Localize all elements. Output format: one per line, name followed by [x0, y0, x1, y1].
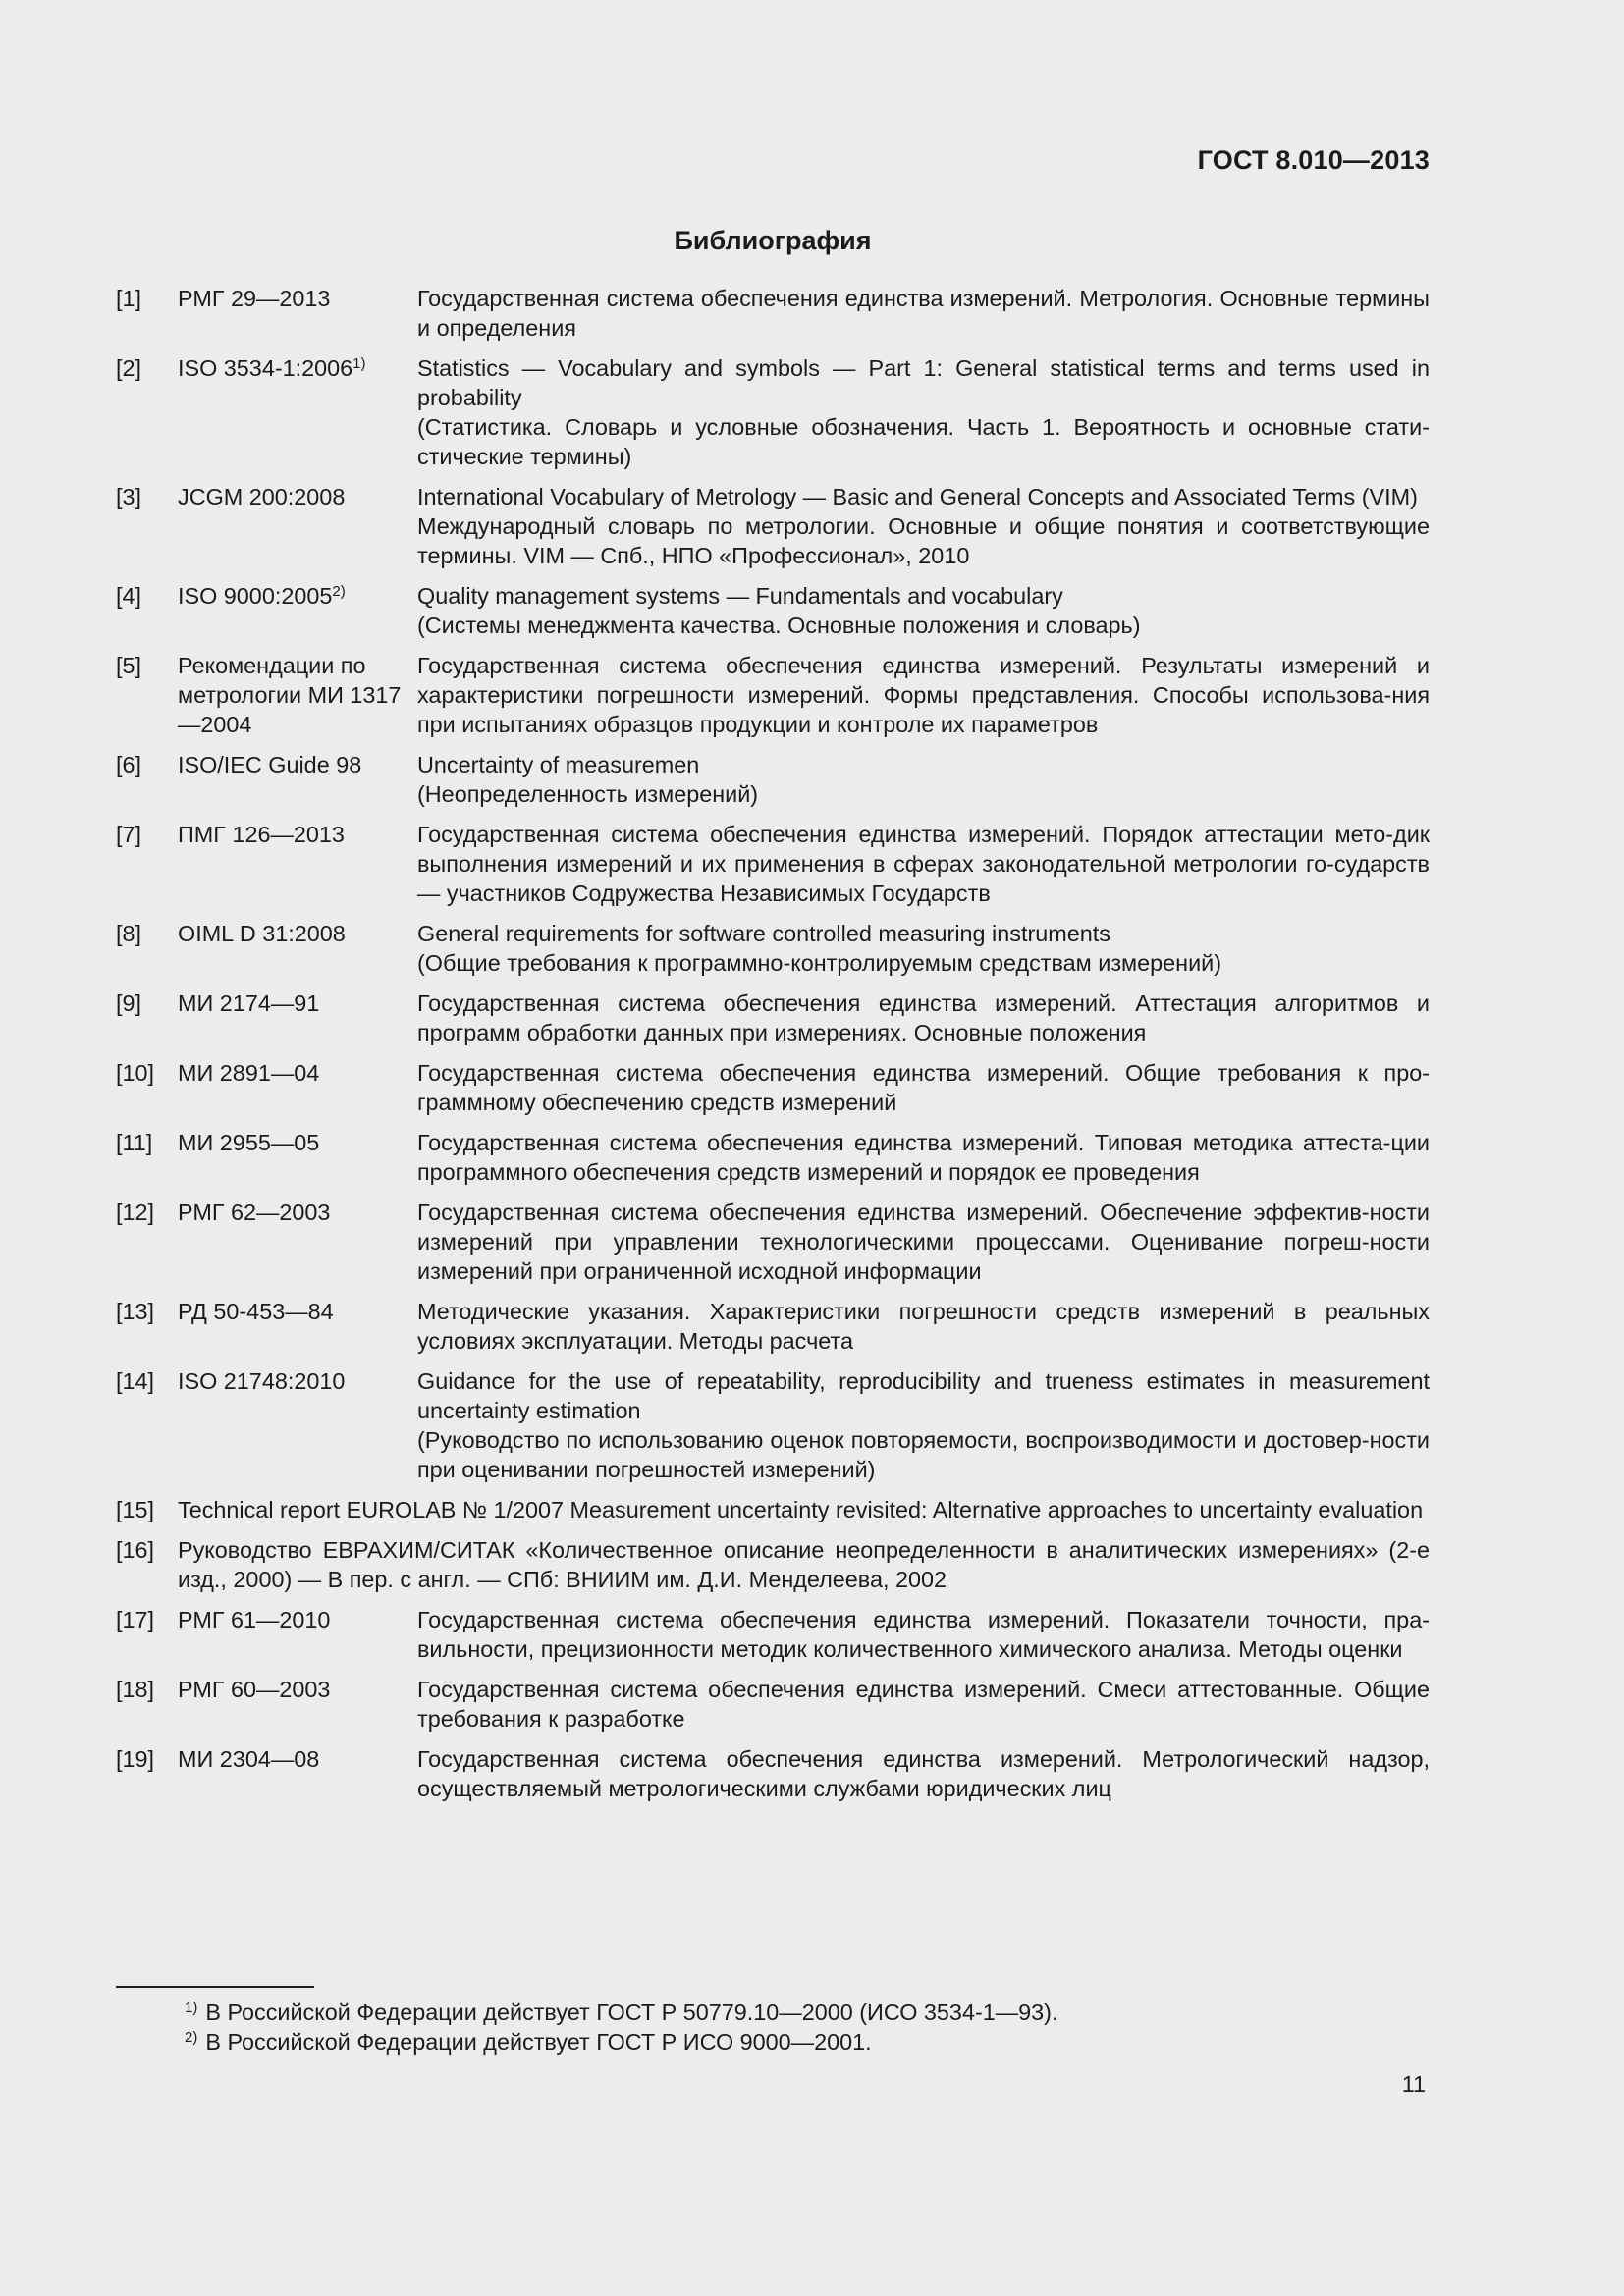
description-paragraph: (Статистика. Словарь и условные обозначения. Часть 1. Вероятность и основные стати-стические термины) [417, 414, 1430, 469]
entry-description [417, 1605, 1430, 1664]
description-paragraph: Statistics — Vocabulary and symbols — Part 1: General statistical terms and terms used in probability [417, 355, 1430, 410]
entry-description [417, 1058, 1430, 1117]
bibliography-entry [116, 1495, 1430, 1524]
bibliography-entry [116, 750, 1430, 809]
bibliography-entry [116, 1366, 1430, 1484]
bibliography-entry [116, 284, 1430, 343]
description-paragraph: Quality management systems — Fundamentals and vocabulary [417, 583, 1063, 609]
entry-code [178, 482, 417, 570]
description-paragraph: Государственная система обеспечения единства измерений. Показатели точности, пра-вильности, прецизионности методик количественного химического анализа. Методы оценки [417, 1607, 1430, 1662]
entry-description [417, 820, 1430, 908]
entry-code-text: РМГ 62—2003 [178, 1200, 331, 1225]
entry-code [178, 750, 417, 809]
entry-number: [16] [116, 1537, 155, 1563]
entry-code-text: ПМГ 126—2013 [178, 822, 345, 847]
footnotes [185, 1998, 1057, 2056]
footnote-mark: 2) [185, 2029, 198, 2046]
section-title: Библиография [674, 226, 872, 255]
page-number: 11 [1401, 2071, 1426, 2097]
entry-number: [3] [116, 484, 142, 509]
bibliography-entry [116, 581, 1430, 640]
bibliography-entry [116, 482, 1430, 570]
description-paragraph: Государственная система обеспечения единства измерений. Обеспечение эффектив-ности измерений при управлении технологическими процессами. Оценивание погреш-ности измерений при ограниченной исходной информации [417, 1200, 1430, 1284]
entry-code [178, 1128, 417, 1187]
bibliography-entry [116, 1058, 1430, 1117]
description-paragraph: (Системы менеджмента качества. Основные положения и словарь) [417, 613, 1141, 638]
footnote-marker: 2) [332, 583, 346, 600]
entry-code [178, 581, 417, 640]
entry-number: [7] [116, 822, 142, 847]
entry-description [417, 1128, 1430, 1187]
description-paragraph: Государственная система обеспечения единства измерений. Метрология. Основные термины и определения [417, 286, 1430, 341]
entry-code [178, 1297, 417, 1356]
entry-code-text: МИ 2955—05 [178, 1130, 320, 1155]
entry-number: [10] [116, 1060, 155, 1086]
entry-description [417, 750, 1430, 809]
entry-code-text: МИ 2891—04 [178, 1060, 320, 1086]
bibliography-entry [116, 353, 1430, 471]
entry-code-text: РМГ 60—2003 [178, 1677, 331, 1702]
entry-code [178, 651, 417, 739]
entry-number: [17] [116, 1607, 155, 1632]
entry-number: [5] [116, 653, 142, 678]
entry-number: [2] [116, 355, 142, 381]
description-paragraph: (Неопределенность измерений) [417, 781, 759, 807]
entry-number: [8] [116, 921, 142, 946]
description-paragraph: Uncertainty of measuremen [417, 752, 700, 777]
entry-description [417, 482, 1430, 570]
description-paragraph: Guidance for the use of repeatability, reproducibility and trueness estimates in measurement uncertainty estimation [417, 1368, 1430, 1423]
entry-code [178, 284, 417, 343]
description-paragraph: Государственная система обеспечения единства измерений. Метрологический надзор, осуществляемый метрологическими службами юридических лиц [417, 1746, 1430, 1801]
entry-code-text: Рекомендации по метрологии МИ 1317—2004 [178, 653, 402, 737]
entry-code-text: ISO/IEC Guide 98 [178, 752, 362, 777]
entry-number: [11] [116, 1130, 153, 1155]
bibliography-entry [116, 651, 1430, 739]
description-paragraph: (Руководство по использованию оценок повторяемости, воспроизводимости и достовер-ности при оценивании погрешностей измерений) [417, 1427, 1430, 1482]
bibliography-entry [116, 988, 1430, 1047]
description-paragraph: International Vocabulary of Metrology — Basic and General Concepts and Associated Terms (VIM) [417, 484, 1418, 509]
entry-code-text: JCGM 200:2008 [178, 484, 346, 509]
entry-description [417, 284, 1430, 343]
entry-code [178, 1605, 417, 1664]
bibliography-entry [116, 1297, 1430, 1356]
entry-description [417, 651, 1430, 739]
entry-code-text: ISO 3534-1:2006 [178, 355, 353, 381]
description-paragraph: Методические указания. Характеристики погрешности средств измерений в реальных условиях эксплуатации. Методы расчета [417, 1299, 1430, 1354]
document-number: ГОСТ 8.010—2013 [1197, 145, 1430, 175]
entry-number: [12] [116, 1200, 155, 1225]
footnote-text: В Российской Федерации действует ГОСТ Р ИСО 9000—2001. [205, 2029, 872, 2055]
entry-description [417, 1366, 1430, 1484]
bibliography-entry [116, 919, 1430, 978]
entry-code-text: РМГ 29—2013 [178, 286, 331, 311]
entry-code [178, 919, 417, 978]
bibliography-entry [116, 1198, 1430, 1286]
entry-code-text: OIML D 31:2008 [178, 921, 346, 946]
entry-code [178, 820, 417, 908]
entry-code-text: МИ 2174—91 [178, 990, 320, 1016]
footnote-divider [116, 1986, 314, 1988]
footnote-text: В Российской Федерации действует ГОСТ Р 50779.10—2000 (ИСО 3534-1—93). [205, 2000, 1058, 2025]
entry-description [417, 581, 1430, 640]
entry-description [417, 1675, 1430, 1734]
description-paragraph: Государственная система обеспечения единства измерений. Порядок аттестации мето-дик выполнения измерений и их применения в сферах законодательной метрологии го-сударств — участников Содружества Независимых Государств [417, 822, 1430, 906]
description-paragraph: Государственная система обеспечения единства измерений. Общие требования к про-граммному обеспечению средств измерений [417, 1060, 1430, 1115]
entry-code-text: РМГ 61—2010 [178, 1607, 331, 1632]
bibliography-entry [116, 1128, 1430, 1187]
entry-number: [15] [116, 1497, 155, 1522]
entry-text: Technical report EUROLAB № 1/2007 Measurement uncertainty revisited: Alternative approaches to uncertainty evaluation [178, 1497, 1424, 1522]
bibliography-entry [116, 1535, 1430, 1594]
entry-code [178, 1675, 417, 1734]
entry-code-text: МИ 2304—08 [178, 1746, 320, 1772]
entry-number: [14] [116, 1368, 155, 1394]
entry-description [417, 1297, 1430, 1356]
entry-description [417, 919, 1430, 978]
footnote [185, 2027, 1057, 2056]
description-paragraph: (Общие требования к программно-контролируемым средствам измерений) [417, 950, 1221, 976]
entry-code [178, 1366, 417, 1484]
footnote-mark: 1) [185, 2000, 198, 2016]
entry-description [417, 1198, 1430, 1286]
entry-text: Руководство ЕВРАХИМ/СИТАК «Количественное описание неопределенности в аналитических измерениях» (2-е изд., 2000) — В пер. с англ. — СПб: ВНИИМ им. Д.И. Менделеева, 2002 [178, 1537, 1430, 1592]
entry-description [417, 988, 1430, 1047]
bibliography-entry [116, 1744, 1430, 1803]
entry-description [417, 1744, 1430, 1803]
entry-code-text: РД 50-453—84 [178, 1299, 334, 1324]
entry-number: [1] [116, 286, 142, 311]
entry-number: [13] [116, 1299, 155, 1324]
footnote-marker: 1) [352, 355, 366, 372]
entry-code [178, 1198, 417, 1286]
description-paragraph: Государственная система обеспечения единства измерений. Результаты измерений и характеристики погрешности измерений. Формы представления. Способы использова-ния при испытаниях образцов продукции и контроле их параметров [417, 653, 1430, 737]
entry-number: [4] [116, 583, 142, 609]
entry-description [417, 353, 1430, 471]
entry-code [178, 353, 417, 471]
bibliography-entry [116, 820, 1430, 908]
entry-code [178, 1744, 417, 1803]
footnote [185, 1998, 1057, 2027]
description-paragraph: Государственная система обеспечения единства измерений. Типовая методика аттеста-ции программного обеспечения средств измерений и порядок ее проведения [417, 1130, 1430, 1185]
description-paragraph: General requirements for software controlled measuring instruments [417, 921, 1110, 946]
entry-code-text: ISO 21748:2010 [178, 1368, 346, 1394]
entry-number: [6] [116, 752, 142, 777]
entry-number: [18] [116, 1677, 155, 1702]
entry-code-text: ISO 9000:2005 [178, 583, 333, 609]
description-paragraph: Международный словарь по метрологии. Основные и общие понятия и соответствующие термины. VIM — Спб., НПО «Профессионал», 2010 [417, 513, 1430, 568]
bibliography-list [116, 284, 1430, 1814]
bibliography-entry [116, 1675, 1430, 1734]
bibliography-entry [116, 1605, 1430, 1664]
description-paragraph: Государственная система обеспечения единства измерений. Аттестация алгоритмов и программ обработки данных при измерениях. Основные положения [417, 990, 1430, 1045]
entry-number: [9] [116, 990, 142, 1016]
entry-number: [19] [116, 1746, 155, 1772]
description-paragraph: Государственная система обеспечения единства измерений. Смеси аттестованные. Общие требования к разработке [417, 1677, 1430, 1732]
entry-code [178, 988, 417, 1047]
entry-code [178, 1058, 417, 1117]
